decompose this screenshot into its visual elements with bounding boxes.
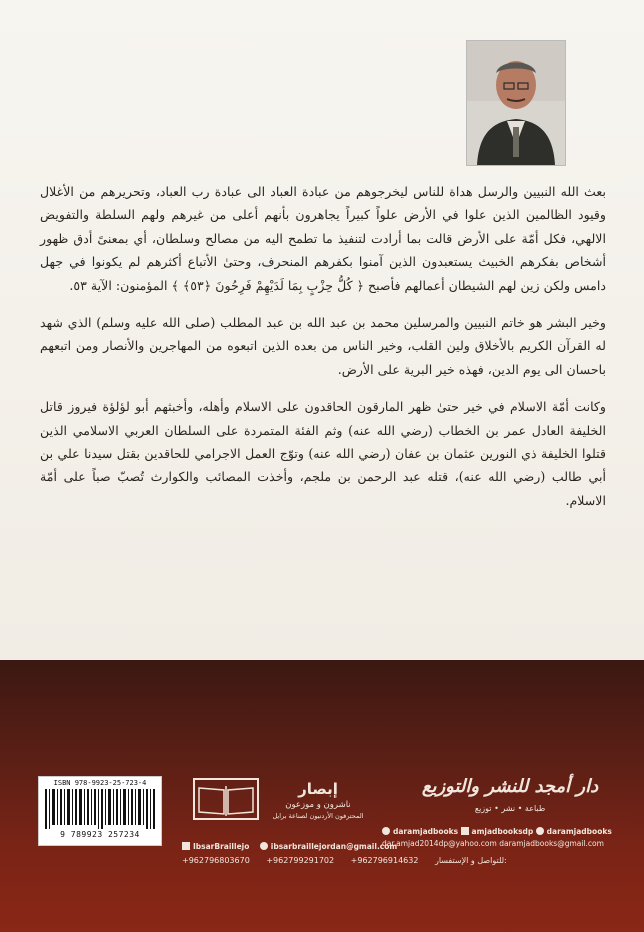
paragraph-1: بعث الله النبيين والرسل هداة للناس ليخرجوهم من عبادة العباد الى عبادة رب العباد، وتحريرهم من الأغلال وقيود الظالمين الذين علوا في الأرض علواً كبيراً يجاهرون بأنهم أعلى من غيرهم ولهم السلطة والتفويض الالهي، فكل أمّة على الأرض قالت بما أرادت لتنفيذ ما تطمح اليه من مصالح وسلطان، أي بمعنىً أدق ظهور أشخاص بفكرهم الخبيث يستعبدون الذين آمنوا بكفرهم المنحرف، وحتىٰ الأتباع أكثرهم لم يكونوا في جهل دامس ولكن زين لهم الشيطان أعمالهم فأصبح ﴿ كُلُّ حِزْبٍ بِمَا لَدَيْهِمْ فَرِحُونَ ﴿٥٣﴾ ﴾ المؤمنون: الآية ٥٣.: [40, 184, 606, 293]
braille-publisher-subtitle: ناشرون و موزعون: [285, 800, 351, 810]
barcode-icon: [45, 789, 155, 829]
contact-label: للتواصل و الإستفسار:: [434, 856, 507, 865]
braille-facebook[interactable]: IbsarBraillejo: [182, 842, 249, 851]
braille-publisher-title: إبصار: [298, 780, 338, 798]
amjad-publisher-contacts: [382, 826, 632, 850]
email-icon: [260, 842, 268, 850]
braille-publisher-tagline: المحترفون الأردنيون لصناعة برايل: [272, 812, 364, 820]
amjad-email-2[interactable]: daramjadbooks@gmail.com: [499, 839, 604, 848]
braille-email[interactable]: ibsarbraillejordan@gmail.com: [260, 842, 397, 851]
amjad-publisher-subtitle: طباعة • نشر • توزيع: [474, 804, 546, 813]
amjad-social-2[interactable]: amjadbooksdp: [461, 827, 534, 836]
amjad-social-3[interactable]: daramjadbooks: [536, 827, 612, 836]
back-cover-text: [40, 180, 606, 526]
amjad-email-1[interactable]: dar.amjad2014dp@yahoo.com: [382, 839, 497, 848]
instagram-icon: [382, 827, 390, 835]
publisher-amjad: [400, 776, 630, 824]
amjad-publisher-title: دار أمجد للنشر والتوزيع: [421, 776, 599, 797]
author-photo-illustration: [467, 41, 565, 165]
paragraph-3: وكانت أمّة الاسلام في خير حتىٰ ظهر المارقون الحاقدون على الاسلام وأهله، وأخبثهم أبو لؤلؤة فيروز قاتل الخليفة العادل عمر بن الخطاب (رضي الله عنه) وثم الفئة المتمردة على السلطان العربي الاسلامي الذين قتلوا الخليفة ذي النورين عثمان بن عفان (رضي الله عنه) وتوّج العمل الاجرامي للحاقدين بقتل سيدنا علي بن أبي طالب (رضي الله عنه)، قتله عبد الرحمن بن ملجم، وأخذت المصائب والكوارث تُصبّ صباً على أمّة الاسلام.: [40, 399, 606, 508]
amjad-phone-1[interactable]: +962799291702: [266, 856, 335, 865]
open-book-logo-icon: [193, 778, 259, 820]
braille-phone[interactable]: +962796803670: [182, 856, 250, 865]
author-photo: [466, 40, 566, 166]
paragraph-2: وخير البشر هو خاتم النبيين والمرسلين محمد بن عبد الله بن عبد المطلب (صلى الله عليه وسلم) الذي شهد له القرآن الكريم بالأخلاق ولين القلب، وخير الناس من بعده الذين اتبعوه من المهاجرين والأنصار ومن اتبعهم باحسان الى يوم الدين، فهذه خير البرية على الأرض.: [40, 315, 606, 377]
amjad-social-1[interactable]: daramjadbooks: [382, 827, 458, 836]
facebook-icon: [461, 827, 469, 835]
publisher-braille: [190, 772, 370, 832]
facebook-icon: [182, 842, 190, 850]
barcode-number: 9 789923 257234: [60, 830, 140, 839]
isbn-label: ISBN 978-9923-25-723-4: [53, 779, 147, 787]
barcode-box: [38, 776, 162, 846]
amjad-phone-2[interactable]: +962796914632: [350, 856, 419, 865]
contact-phones: [182, 856, 642, 865]
instagram-icon: [536, 827, 544, 835]
